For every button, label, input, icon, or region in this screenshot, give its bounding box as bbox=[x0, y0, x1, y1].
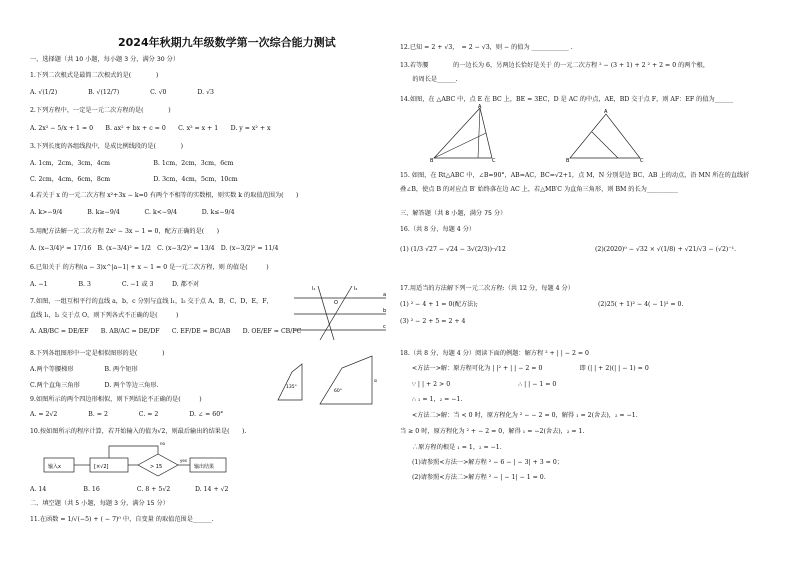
q14-label: B bbox=[430, 158, 434, 164]
q14-label: A bbox=[478, 104, 482, 110]
q7-label: l₁ bbox=[312, 286, 316, 292]
q10-flowchart bbox=[40, 440, 240, 490]
q7-label: O bbox=[334, 300, 338, 306]
left-line: A. 2x² − 5/x + 1 = 0 B. ax² + bx + c = 0 C. x² = x + 1 D. y = x² + x bbox=[30, 125, 271, 132]
right-line: ∴原方程的根是 ₁ = 1，₂ = −1. bbox=[412, 444, 502, 451]
right-line: 15. 如图，在 Rt△ABC 中，∠B=90°，AB=AC，BC=√2+1，点 M，N 分别是边 BC，AB 上的动点，沿 MN 所在的直线折 bbox=[400, 172, 750, 179]
flow-cond: > 15 bbox=[150, 464, 163, 470]
flow-start: 输入x bbox=[48, 464, 61, 470]
right-line: <方法一>解：原方程可化为 | |² + | | − 2 = 0 即 (| | + 2)(| | − 1) = 0 bbox=[412, 365, 649, 372]
right-line: (2)请参照<方法二>解方程 ² − | − 1| − 1 = 0. bbox=[412, 474, 546, 481]
left-line: A. = 2√2 B. = 2 C. = 2 D. ∠ = 60° bbox=[30, 411, 224, 418]
left-line: A. AB/BC = DE/EF B. AB/AC = DE/DF C. EF/DE = BC/AB D. OE/EF = CB/FC bbox=[30, 328, 302, 335]
right-line: 13.若等腰 的一边长为 6，另两边长恰好是关于 的一元二次方程 ² − (3 + 1) + 2 ² + 2 = 0 的两个根， bbox=[400, 62, 710, 69]
left-line: A. √(1/2) B. √(12/7) C. √0 D. √3 bbox=[30, 89, 214, 96]
right-line: (1) ² − 4 + 1 = 0(配方法); bbox=[400, 301, 478, 308]
q9-label: 135° bbox=[286, 385, 297, 390]
flow-op: [×√2] bbox=[94, 464, 109, 470]
q14-triangle-figure bbox=[428, 104, 498, 164]
right-line: <方法二>解：当 < 0 时，原方程化为 ² − − 2 = 0，解得 ₁ = 2(舍去)，₂ = −1. bbox=[412, 412, 638, 419]
right-line: 当 ≥ 0 时，原方程化为 ² + − 2 = 0，解得 ₁ = −2(舍去)，₂ = 1. bbox=[400, 428, 585, 435]
left-line: 直线 l₁，l₂ 交于点 O，则下列各式不正确的是( ) bbox=[30, 312, 179, 319]
right-line: 的周长是______. bbox=[400, 76, 458, 83]
q14-label: C bbox=[492, 158, 496, 164]
left-line: A. (x−3/4)² = 17/16 B. (x−3/4)² = 1/2 C. (x−3/2)² = 13/4 D. (x−3/2)² = 11/4 bbox=[30, 245, 279, 252]
left-line: 二、填空题（共 5 小题，每题 3 分，满分 15 分） bbox=[30, 500, 169, 507]
page-title: 2024年秋期九年级数学第一次综合能力测试 bbox=[118, 36, 336, 49]
flow-no: no bbox=[160, 441, 165, 446]
flow-end: 输出结果 bbox=[194, 464, 215, 470]
right-line: 14.如图，在 △ABC 中，点 E 在 BC 上，BE = 3EC，D 是 AC 的中点，AE，BD 交于点 F，则 AF：EF 的值为______ bbox=[400, 96, 734, 103]
left-line: A. 1cm，2cm，3cm，4cm B. 1cm，2cm，3cm，6cm bbox=[30, 160, 234, 167]
left-line: 11.在函数 = 1/√(−5) + ( − 7)⁰ 中，自变量 的取值范围是______. bbox=[30, 516, 214, 523]
left-line: 4.若关于 x 的一元二次方程 x²+3x − k=0 有两个不相等的实数根，则实数 k 的取值范围为( ) bbox=[30, 192, 299, 199]
left-line: A. k>−9/4 B. k≥−9/4 C. k<−9/4 D. k≤−9/4 bbox=[30, 209, 235, 216]
right-line: ∴ ₁ = 1，₂ = −1. bbox=[412, 396, 463, 403]
left-line: 5.用配方法解一元二次方程 2x² − 3x − 1 = 0，配方正确的是( ) bbox=[30, 228, 220, 235]
q7-parallel-lines-figure bbox=[290, 284, 390, 342]
right-line: 17.用适当的方法解下列一元二次方程:（共 12 分，每题 4 分） bbox=[400, 285, 574, 292]
left-line: 6.已知关于 的方程(a − 3)x^|a−1| + x − 1 = 0 是一元二次方程，则 的值是( ) bbox=[30, 264, 269, 271]
right-line: (2)25( + 1)² − 4( − 1)² = 0. bbox=[598, 301, 684, 308]
q9-label: α bbox=[374, 379, 377, 384]
right-line: 三、解答题（共 8 小题，满分 75 分） bbox=[400, 210, 507, 217]
left-line: 10.按如图所示的程序计算，若开始输入的值为√2，则最后输出的结果是( ). bbox=[30, 428, 247, 435]
left-line: A. 14 B. 16 C. 8 + 5√2 D. 14 + √2 bbox=[30, 486, 229, 493]
left-line: 8.下列各组图形中一定是相似图形的是( ) bbox=[30, 350, 165, 357]
q15-label: B bbox=[566, 158, 570, 164]
right-line: (3) ² − 2 + 5 = 2 + 4 bbox=[400, 318, 466, 325]
left-line: A.两个等腰梯形 B. 两个矩形 bbox=[30, 366, 138, 373]
q7-label: a bbox=[383, 292, 387, 298]
left-line: C. 2cm，4cm，6cm，8cm D. 3cm，4cm，5cm，10cm bbox=[30, 176, 238, 183]
left-line: 7.如图，一组互相平行的直线 a，b，c 分别与直线 l₁，l₂ 交于点 A，B，C，D，E，F， bbox=[30, 298, 273, 305]
q7-label: l₂ bbox=[354, 286, 358, 292]
right-line: 叠∠B，使点 B 的对应点 B′ 始终落在边 AC 上，若△MB′C 为直角三角形，则 BM 的长为__________ bbox=[400, 186, 678, 193]
left-line: C.两个直角三角形 D. 两个等边三角形. bbox=[30, 382, 159, 389]
right-line: ∵ | | + 2 > 0 ∴ | | − 1 = 0 bbox=[412, 381, 557, 388]
q15-label: C bbox=[640, 158, 644, 164]
right-line: (1)请参照<方法一>解方程 ² − 6 − | − 3| + 3 = 0； bbox=[412, 459, 563, 466]
left-line: 3.下列长度的各组线段中，是成比例线段的是( ) bbox=[30, 143, 184, 150]
right-line: (1) (1/3 √27 − √24 − 3√(2/3))·√12 bbox=[400, 246, 506, 253]
left-line: 一、选择题（共 10 小题，每小题 3 分，满分 30 分） bbox=[30, 56, 180, 63]
right-line: (2)(2020)⁰ − √32 × √(1/8) + √21/√3 − (√2)⁻¹. bbox=[595, 246, 737, 253]
flow-yes: yes bbox=[180, 458, 187, 463]
q9-label: 60° bbox=[334, 389, 342, 394]
right-line: 16.（共 8 分，每题 4 分） bbox=[400, 226, 476, 233]
q15-label: A bbox=[604, 109, 608, 115]
right-line: 12.已知 = 2 + √3， = 2 − √3，则 − 的值为 ____________ . bbox=[400, 44, 573, 51]
left-line: 1.下列二次根式是最简二次根式的是( ) bbox=[30, 72, 159, 79]
q15-triangle-figure bbox=[566, 104, 646, 164]
left-line: 2.下列方程中，一定是一元二次方程的是( ) bbox=[30, 107, 171, 114]
q7-label: b bbox=[383, 308, 387, 314]
q9-quadrilaterals-figure bbox=[272, 352, 382, 407]
left-line: 9.如图所示的两个四边形相似，则下列结论不正确的是( ) bbox=[30, 396, 202, 403]
right-line: 18.（共 8 分，每题 4 分）阅读下面的例题：解方程 ² + | | − 2 = 0 bbox=[400, 350, 589, 357]
q7-label: c bbox=[383, 324, 386, 330]
left-line: A. −1 B. 3 C. −1 或 3 D. 都不对 bbox=[30, 281, 200, 288]
